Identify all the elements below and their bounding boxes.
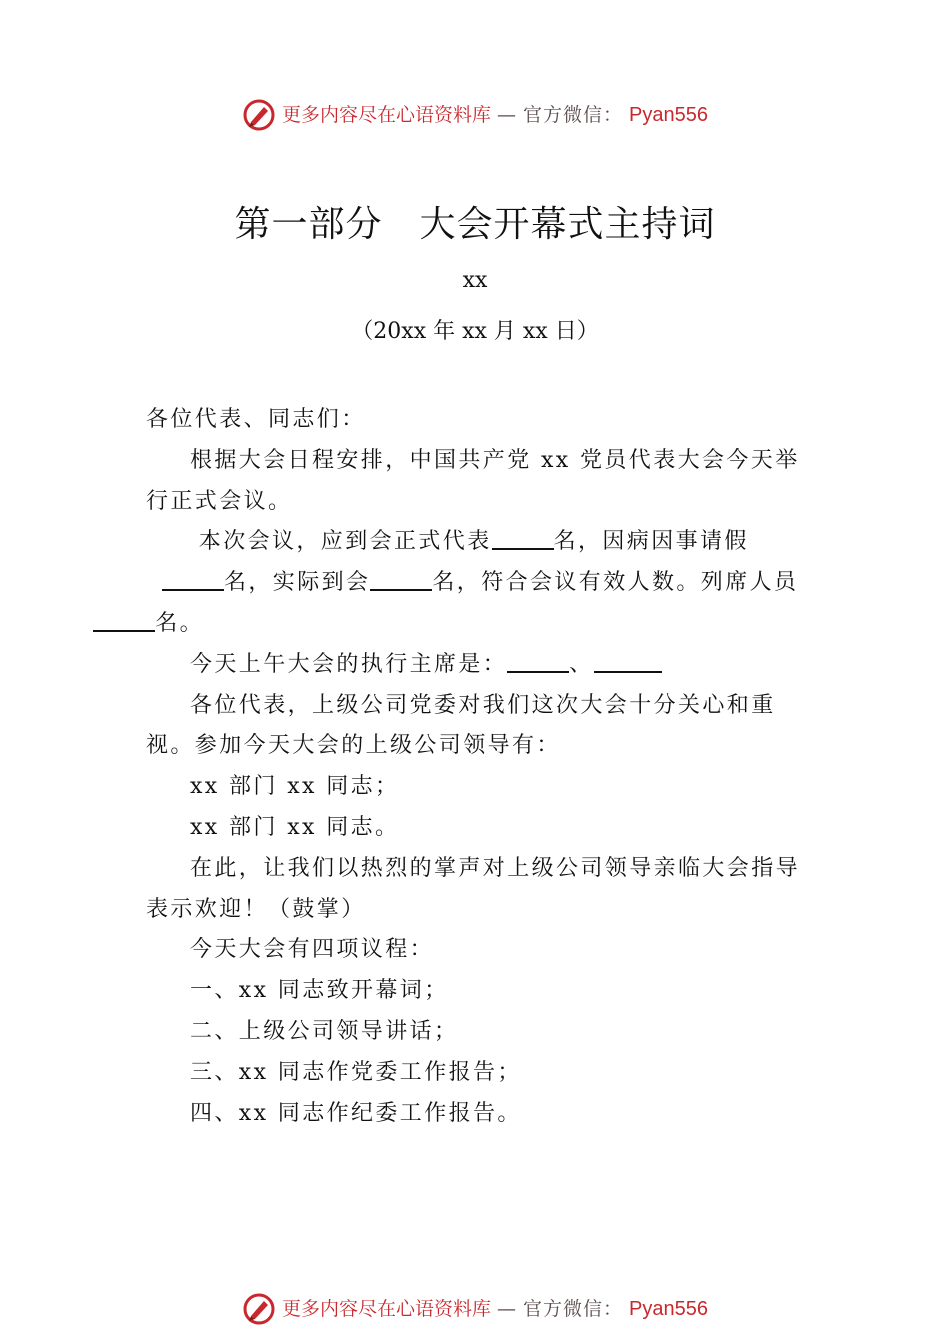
- paragraph-leaders: 各位代表，上级公司党委对我们这次大会十分关心和重视。参加今天大会的上级公司领导有：: [146, 692, 776, 759]
- pen-logo-icon: [242, 1292, 276, 1326]
- blank-observers: [93, 604, 155, 632]
- banner-slogan: 更多内容尽在心语资料库: [282, 104, 492, 126]
- header-banner: [0, 98, 950, 132]
- blank-leave: [162, 563, 224, 591]
- agenda-item: 四、xx 同志作纪委工作报告。: [190, 1100, 522, 1126]
- blank-chair-2: [594, 645, 662, 673]
- attendance-text-c: 名，实际到会: [224, 570, 371, 596]
- attendance-text-b: 名，因病因事请假: [553, 529, 749, 555]
- agenda-item: 三、xx 同志作党委工作报告；: [190, 1059, 522, 1085]
- blank-actual: [370, 563, 432, 591]
- agenda-intro: 今天大会有四项议程：: [190, 937, 435, 963]
- paragraph-welcome: 在此，让我们以热烈的掌声对上级公司领导亲临大会指导表示欢迎！（鼓掌）: [146, 855, 801, 922]
- document-title: 第一部分 大会开幕式主持词: [234, 204, 716, 245]
- paragraph-schedule: 根据大会日程安排，中国共产党 xx 党员代表大会今天举行正式会议。: [146, 447, 800, 514]
- banner-slogan: 更多内容尽在心语资料库: [282, 1298, 492, 1320]
- document-body: [146, 400, 806, 1134]
- document-date: （20xx 年 xx 月 xx 日）: [351, 319, 599, 344]
- paragraph-chairs: [146, 645, 806, 686]
- attendance-text-e: 名。: [155, 610, 205, 636]
- agenda-item: 二、上级公司领导讲话；: [190, 1018, 459, 1044]
- banner-dash: —: [497, 104, 518, 126]
- attendance-text-d: 名，符合会议有效人数。列席人员: [432, 570, 799, 596]
- chairs-separator: 、: [569, 651, 594, 677]
- paragraph-attendance: [146, 522, 806, 644]
- banner-wechat-id: Pyan556: [629, 104, 708, 126]
- blank-formal-delegates: [492, 522, 554, 550]
- banner-wechat-label: 官方微信：: [523, 104, 624, 126]
- banner-wechat-id: Pyan556: [629, 1298, 708, 1320]
- attendance-text-a: 本次会议，应到会正式代表: [198, 529, 492, 555]
- leader-item: xx 部门 xx 同志；: [190, 774, 400, 800]
- chairs-text: 今天上午大会的执行主席是：: [190, 651, 508, 677]
- pen-logo-icon: [242, 98, 276, 132]
- footer-banner: [0, 1292, 950, 1326]
- banner-dash: —: [497, 1298, 518, 1320]
- leader-item: xx 部门 xx 同志。: [190, 814, 400, 840]
- banner-wechat-label: 官方微信：: [523, 1298, 624, 1320]
- document-author: xx: [462, 268, 488, 293]
- agenda-item: 一、xx 同志致开幕词；: [190, 978, 449, 1004]
- salutation: 各位代表、同志们：: [146, 407, 366, 432]
- blank-chair-1: [507, 645, 569, 673]
